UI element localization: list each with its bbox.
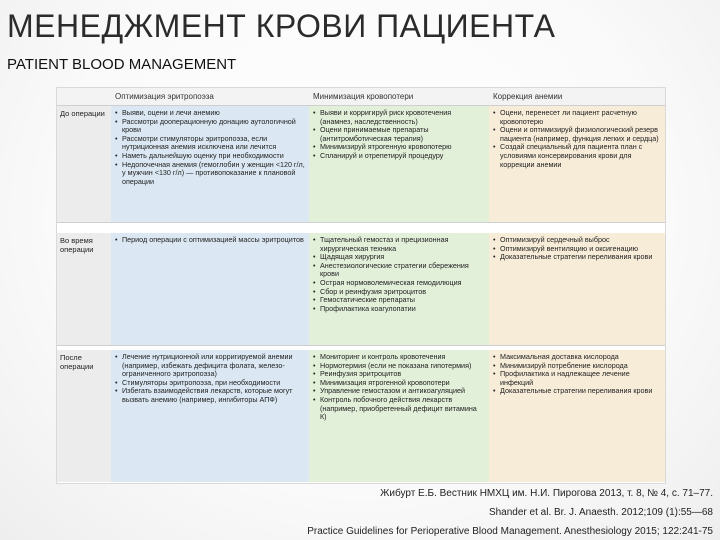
list-item: • Стимуляторы эритропоэза, при необходимости [115,379,305,388]
list-item: • Доказательные стратегии переливания крови [493,253,661,262]
list-item: • Тщательный гемостаз и прецизионная хирургическая техника [313,236,485,253]
table-cell [309,350,489,482]
list-item: • Период операции с оптимизацией массы эритроцитов [115,236,305,245]
list-item: • Избегать взаимодействия лекарств, которые могут вызвать анемию (например, ингибиторы АПФ) [115,387,305,404]
list-item: • Сбор и реинфузия эритроцитов [313,288,485,297]
table-cell [489,106,665,222]
list-item: • Выяви, оцени и лечи анемию [115,109,305,118]
list-item: • Анестезиологические стратегии сбережения крови [313,262,485,279]
bullet-list [493,353,661,396]
list-item: • Управление гемостазом и антикоагуляцией [313,387,485,396]
list-item: • Гемостатические препараты [313,296,485,305]
slide-subtitle: PATIENT BLOOD MANAGEMENT [7,56,237,73]
bullet-list [313,109,485,161]
list-item: • Недопочечная анемия (гемоглобин у женщин <120 г/л, у мужчин <130 г/л) — противопоказание к плановой операции [115,161,305,187]
list-item: • Минимизируй ятрогенную кровопотерю [313,143,485,152]
list-item: • Нормотермия (если не показана гипотермия) [313,362,485,371]
list-item: • Острая нормоволемическая гемодилюция [313,279,485,288]
column-header-anemia: Коррекция анемии [489,88,665,106]
bullet-list [313,236,485,313]
list-item: • Рассмотри дооперационную донацию аутологичной крови [115,118,305,135]
row-divider [57,222,665,223]
bullet-list [115,109,305,186]
table-cell [489,350,665,482]
column-header-erythropoiesis: Оптимизация эритропоэза [111,88,309,106]
list-item: • Оцени принимаемые препараты (антитромботическая терапия) [313,126,485,143]
list-item: • Наметь дальнейшую оценку при необходимости [115,152,305,161]
list-item: • Максимальная доставка кислорода [493,353,661,362]
table-header-corner [57,88,111,106]
list-item: • Доказательные стратегии переливания крови [493,387,661,396]
reference-zhiburt: Жибурт Е.Б. Вестник НМХЦ им. Н.И. Пирогова 2013, т. 8, № 4, с. 71–77. [380,488,713,499]
list-item: • Спланируй и отрепетируй процедуру [313,152,485,161]
list-item: • Лечение нутриционной или корригируемой анемии (например, избежать дефицита фолата, железо-ограниченного эритропоэза) [115,353,305,379]
bullet-list [493,109,661,169]
list-item: • Оцени, перенесет ли пациент расчетную кровопотерю [493,109,661,126]
bullet-list [115,353,305,405]
list-item: • Минимизация ятрогенной кровопотери [313,379,485,388]
reference-shander: Shander et al. Br. J. Anaesth. 2012;109 (1):55—68 [488,507,713,518]
table-cell [111,233,309,345]
pbm-table [56,87,666,484]
table-cell [309,106,489,222]
reference-guidelines: Practice Guidelines for Perioperative Blood Management. Anesthesiology 2015; 122:241-75 [307,526,713,537]
list-item: • Профилактика и надлежащее лечение инфекций [493,370,661,387]
table-cell [489,233,665,345]
row-label-preoperative: До операции [57,106,111,222]
row-divider [57,345,665,346]
list-item: • Реинфузия эритроцитов [313,370,485,379]
bullet-list [493,236,661,262]
slide-title: МЕНЕДЖМЕНТ КРОВИ ПАЦИЕНТА [7,8,556,44]
row-label-intraoperative: Во время операции [57,233,111,345]
table-cell [111,106,309,222]
list-item: • Выяви и корригируй риск кровотечения (анамнез, наследственность) [313,109,485,126]
list-item: • Мониторинг и контроль кровотечения [313,353,485,362]
list-item: • Оптимизируй вентиляцию и оксигенацию [493,245,661,254]
table-cell [309,233,489,345]
column-header-blood-loss: Минимизация кровопотери [309,88,489,106]
list-item: • Создай специальный для пациента план с условиями консервирования крови для коррекции анемии [493,143,661,169]
bullet-list [313,353,485,422]
list-item: • Оптимизируй сердечный выброс [493,236,661,245]
list-item: • Профилактика коагулопатии [313,305,485,314]
list-item: • Минимизируй потребление кислорода [493,362,661,371]
list-item: • Рассмотри стимуляторы эритропоэза, если нутриционная анемия исключена или лечится [115,135,305,152]
list-item: • Оцени и оптимизируй физиологический резерв пациента (например, функция легких и сердца) [493,126,661,143]
bullet-list [115,236,305,245]
list-item: • Щадящая хирургия [313,253,485,262]
table-cell [111,350,309,482]
row-label-postoperative: После операции [57,350,111,482]
list-item: • Контроль побочного действия лекарств (например, приобретенный дефицит витамина К) [313,396,485,422]
